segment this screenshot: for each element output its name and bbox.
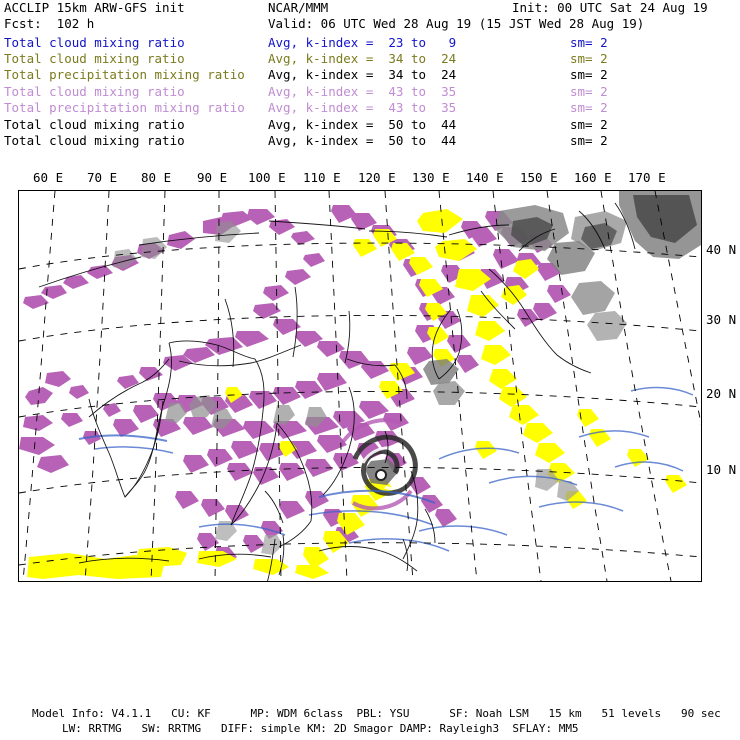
legend-row-6 <box>0 133 740 149</box>
legend-sm-0: sm= 2 <box>570 34 608 50</box>
legend-field-1: Total cloud mixing ratio <box>4 50 185 66</box>
valid-label: Valid: 06 UTC Wed 28 Aug 19 (15 JST Wed 28 Aug 19) <box>268 16 645 32</box>
lat-label-40n: 40 N <box>706 242 737 257</box>
model-title: ACCLIP 15km ARW-GFS init <box>4 0 185 15</box>
legend-avg-0: Avg, k-index = 23 to 9 <box>268 34 457 50</box>
model-info-line-1: Model Info: V4.1.1 CU: KF MP: WDM 6class PBL: YSU SF: Noah LSM 15 km 51 levels 90 sec <box>32 707 721 720</box>
legend-avg-3: Avg, k-index = 43 to 35 <box>268 83 457 99</box>
cloud-layer-violet <box>19 205 571 565</box>
legend-sm-4: sm= 2 <box>570 100 608 116</box>
header-row-1 <box>0 16 740 32</box>
lon-label-110e: 110 E <box>303 170 341 185</box>
lon-label-70e: 70 E <box>87 170 118 185</box>
lon-label-60e: 60 E <box>33 170 64 185</box>
lon-label-150e: 150 E <box>520 170 558 185</box>
init-label: Init: 00 UTC Sat 24 Aug 19 <box>512 0 708 15</box>
legend-avg-1: Avg, k-index = 34 to 24 <box>268 50 457 66</box>
lon-label-140e: 140 E <box>466 170 504 185</box>
legend-field-0: Total cloud mixing ratio <box>4 34 185 50</box>
legend-sm-1: sm= 2 <box>570 50 608 66</box>
legend-row-4 <box>0 100 740 116</box>
legend-sm-2: sm= 2 <box>570 67 608 83</box>
legend-row-2 <box>0 67 740 83</box>
lon-label-160e: 160 E <box>574 170 612 185</box>
lat-label-10n: 10 N <box>706 462 737 477</box>
legend-sm-5: sm= 2 <box>570 116 608 132</box>
longitude-axis <box>0 170 740 186</box>
forecast-map-graphic <box>19 191 701 581</box>
legend-field-5: Total cloud mixing ratio <box>4 116 185 132</box>
header-block <box>0 0 740 150</box>
legend-avg-4: Avg, k-index = 43 to 35 <box>268 100 457 116</box>
map-panel <box>18 190 702 582</box>
lon-label-130e: 130 E <box>412 170 450 185</box>
legend-sm-3: sm= 2 <box>570 83 608 99</box>
legend-field-3: Total cloud mixing ratio <box>4 83 185 99</box>
legend-avg-5: Avg, k-index = 50 to 44 <box>268 116 457 132</box>
lat-label-20n: 20 N <box>706 386 737 401</box>
legend-sm-6: sm= 2 <box>570 132 608 148</box>
latitude-axis <box>706 190 740 582</box>
legend-field-4: Total precipitation mixing ratio <box>4 100 245 116</box>
legend-row-0 <box>0 35 740 51</box>
lon-label-80e: 80 E <box>141 170 172 185</box>
legend-avg-2: Avg, k-index = 34 to 24 <box>268 67 457 83</box>
coastline-layer <box>39 203 635 581</box>
legend-avg-6: Avg, k-index = 50 to 44 <box>268 132 457 148</box>
lon-label-90e: 90 E <box>197 170 228 185</box>
legend-row-1 <box>0 51 740 67</box>
lon-label-170e: 170 E <box>628 170 666 185</box>
legend-row-3 <box>0 84 740 100</box>
center-label: NCAR/MMM <box>268 0 329 15</box>
header-row-0 <box>0 0 740 16</box>
fcst-label: Fcst: 102 h <box>4 16 95 32</box>
legend-field-2: Total precipitation mixing ratio <box>4 67 245 83</box>
lon-label-120e: 120 E <box>358 170 396 185</box>
lon-label-100e: 100 E <box>248 170 286 185</box>
legend-row-5 <box>0 117 740 133</box>
map-frame <box>18 190 702 582</box>
model-info-line-2: LW: RRTMG SW: RRTMG DIFF: simple KM: 2D Smagor DAMP: Rayleigh3 SFLAY: MM5 <box>62 722 579 735</box>
legend-field-6: Total cloud mixing ratio <box>4 132 185 148</box>
lat-label-30n: 30 N <box>706 312 737 327</box>
